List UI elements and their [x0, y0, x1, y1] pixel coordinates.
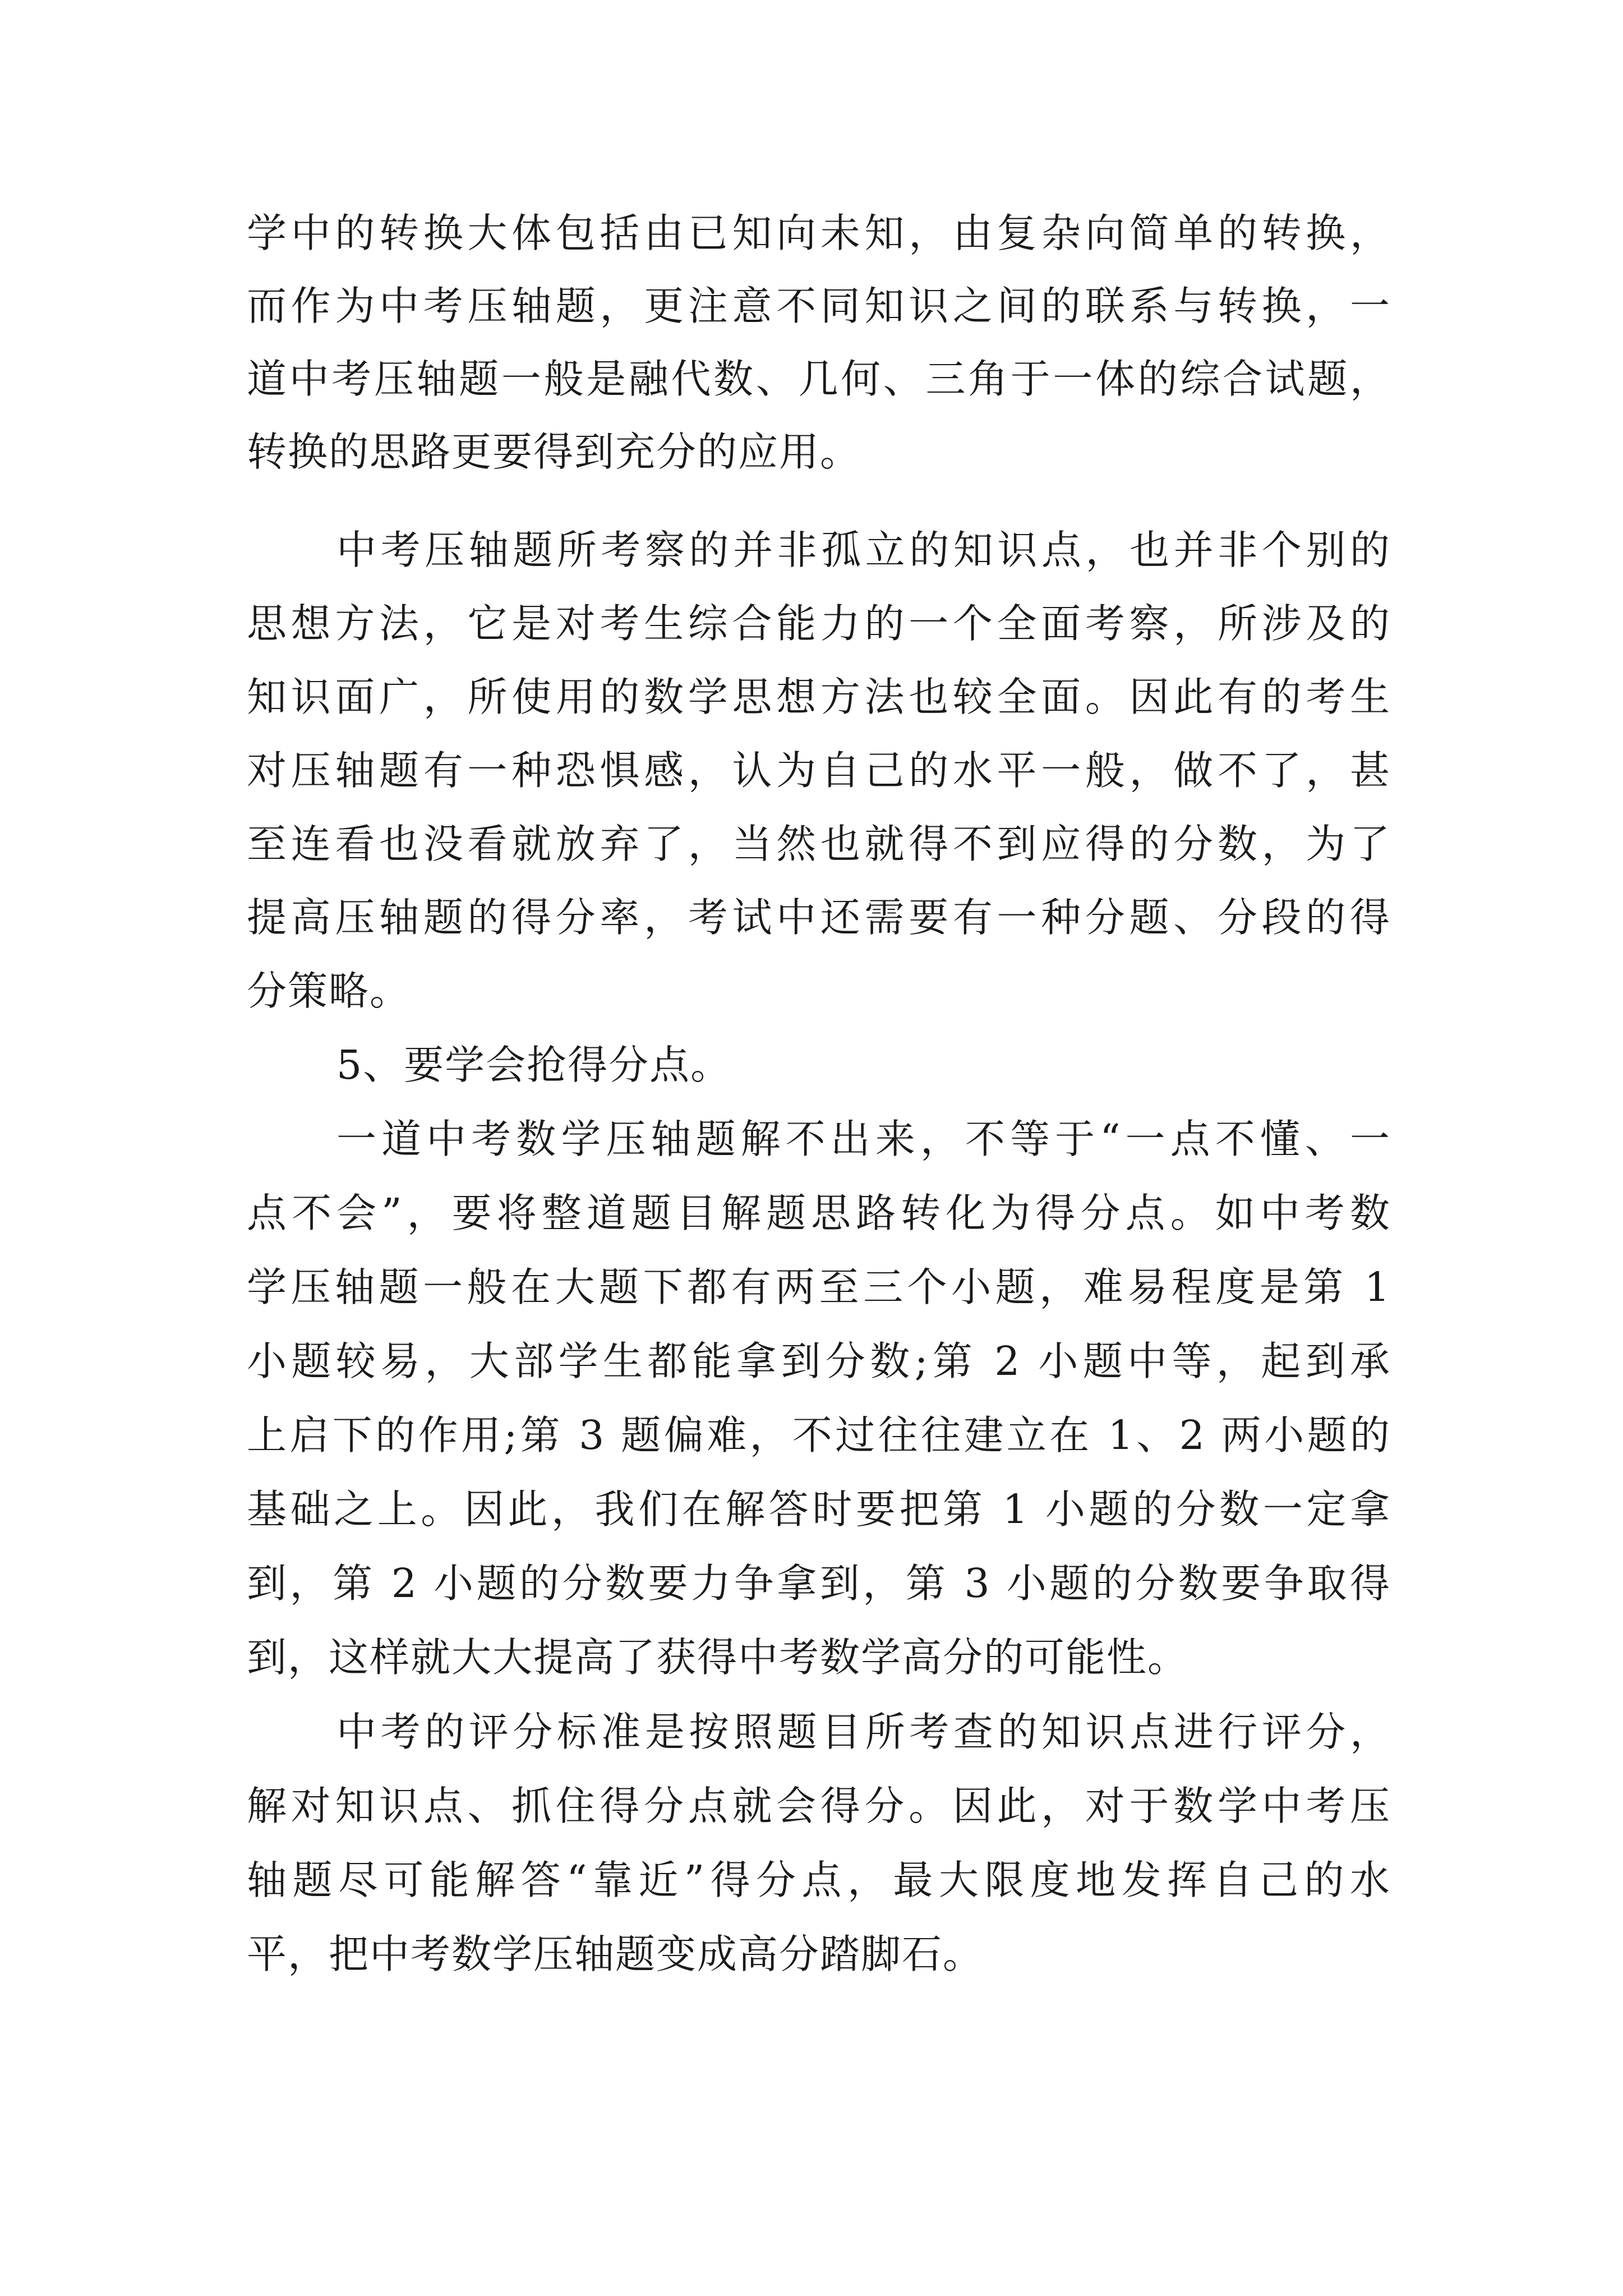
text-line: 提高压轴题的得分率，考试中还需要有一种分题、分段的得 [247, 894, 1391, 941]
text-line: 点不会”，要将整道题目解题思路转化为得分点。如中考数 [247, 1190, 1391, 1236]
paragraph-first-line: 中考压轴题所考察的并非孤立的知识点，也并非个别的 [336, 527, 1391, 573]
text-line: 分策略。 [247, 968, 411, 1014]
text-line: 到，这样就大大提高了获得中考数学高分的可能性。 [247, 1634, 1189, 1681]
text-line: 轴题尽可能解答“靠近”得分点，最大限度地发挥自己的水 [247, 1857, 1391, 1903]
text-line: 基础之上。因此，我们在解答时要把第 1 小题的分数一定拿 [247, 1486, 1391, 1533]
text-line: 至连看也没看就放弃了，当然也就得不到应得的分数，为了 [247, 821, 1391, 867]
text-line: 解对知识点、抓住得分点就会得分。因此，对于数学中考压 [247, 1783, 1391, 1829]
text-line: 知识面广，所使用的数学思想方法也较全面。因此有的考生 [247, 674, 1391, 720]
paragraph-first-line: 中考的评分标准是按照题目所考查的知识点进行评分， [336, 1709, 1391, 1755]
text-line: 而作为中考压轴题，更注意不同知识之间的联系与转换，一 [247, 283, 1391, 329]
text-line: 平，把中考数学压轴题变成高分踏脚石。 [247, 1931, 984, 1977]
section-heading: 5、要学会抢得分点。 [336, 1042, 732, 1088]
text-line: 上启下的作用;第 3 题偏难，不过往往建立在 1、2 两小题的 [247, 1412, 1391, 1458]
text-line: 学压轴题一般在大题下都有两至三个小题，难易程度是第 1 [247, 1264, 1391, 1310]
text-line: 道中考压轴题一般是融代数、几何、三角于一体的综合试题， [247, 356, 1391, 402]
text-line: 学中的转换大体包括由已知向未知，由复杂向简单的转换， [247, 210, 1391, 256]
text-line: 思想方法，它是对考生综合能力的一个全面考察，所涉及的 [247, 600, 1391, 647]
text-line: 对压轴题有一种恐惧感，认为自己的水平一般，做不了，甚 [247, 747, 1391, 794]
text-line: 到，第 2 小题的分数要力争拿到，第 3 小题的分数要争取得 [247, 1560, 1391, 1607]
paragraph-first-line: 一道中考数学压轴题解不出来，不等于“一点不懂、一 [336, 1116, 1391, 1162]
text-line: 转换的思路更要得到充分的应用。 [247, 429, 861, 475]
text-line: 小题较易，大部学生都能拿到分数;第 2 小题中等，起到承 [247, 1338, 1391, 1384]
